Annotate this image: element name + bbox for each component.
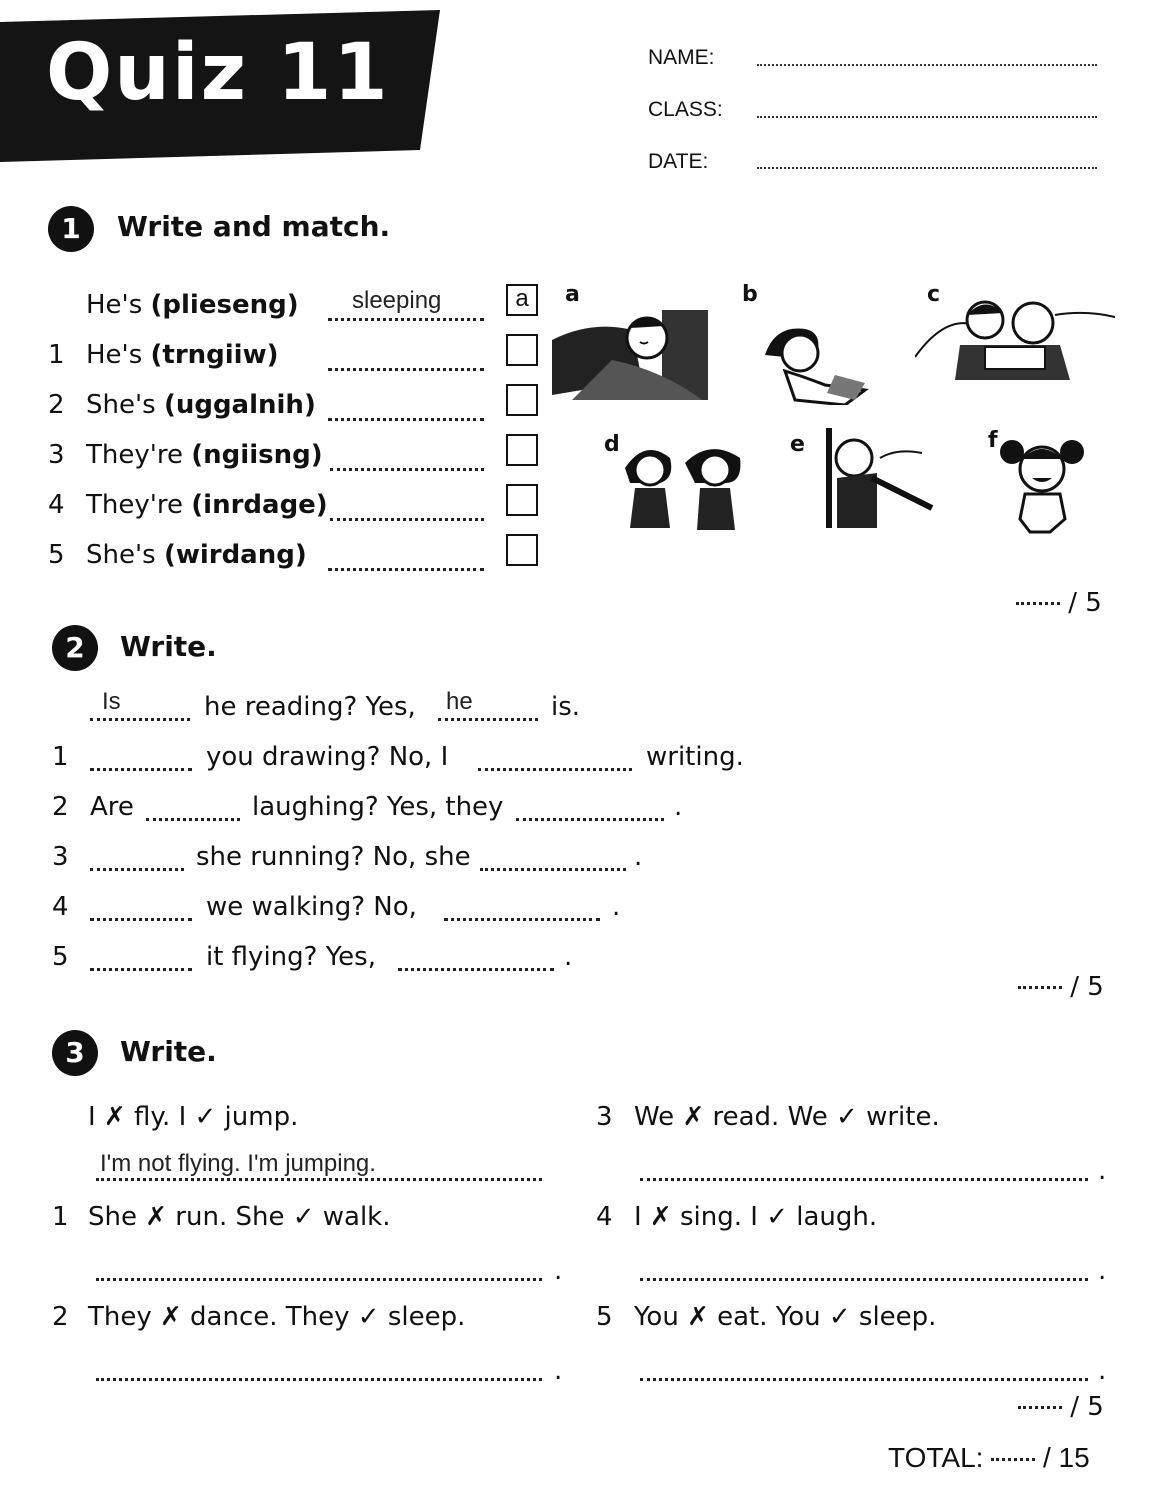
s1-item-1-prefix: He's — [86, 340, 143, 370]
s1-item-2-box[interactable] — [506, 384, 538, 416]
section-2-score-max: / 5 — [1070, 972, 1104, 1002]
s2-item-1-blank-1[interactable] — [90, 768, 192, 771]
section-3-score — [1018, 1392, 1104, 1422]
s3-example-answer-line — [96, 1178, 542, 1181]
class-label: CLASS: — [648, 98, 723, 121]
s1-example-prefix: He's — [86, 290, 143, 320]
section-3-score-blank[interactable] — [1018, 1406, 1062, 1409]
s2-item-1-blank-2[interactable] — [478, 768, 632, 771]
reading-children-picture — [915, 295, 1115, 385]
s2-item-5-end: . — [564, 942, 573, 972]
s2-item-5-text: it flying? Yes, — [206, 942, 376, 972]
s3-item-2-period: . — [554, 1356, 563, 1386]
s2-item-2-pre: Are — [90, 792, 134, 822]
s1-item-2-scrambled: (uggalnih) — [163, 390, 316, 420]
s3-example-prompt: I ✗ fly. I ✓ jump. — [88, 1102, 299, 1132]
s1-item-3-num: 3 — [48, 440, 65, 470]
picture-label-d: d — [604, 432, 620, 457]
s1-item-4-box[interactable] — [506, 484, 538, 516]
s2-example-blank-1 — [90, 718, 190, 721]
s3-item-3-num: 3 — [596, 1102, 613, 1132]
picture-label-b: b — [742, 282, 758, 307]
date-label: DATE: — [648, 150, 709, 173]
s3-item-4-period: . — [1098, 1256, 1107, 1286]
s3-item-3-prompt: We ✗ read. We ✓ write. — [634, 1102, 940, 1132]
s3-item-4-answer-line[interactable] — [640, 1278, 1088, 1281]
s2-item-3-text: she running? No, she — [196, 842, 471, 872]
s1-example-box: a — [506, 284, 538, 316]
s1-item-3-answer-line[interactable] — [330, 468, 484, 471]
s1-example-answer-line — [328, 318, 484, 321]
s1-item-5-num: 5 — [48, 540, 65, 570]
s1-item-1-num: 1 — [48, 340, 65, 370]
s1-item-2-prefix: She's — [86, 390, 156, 420]
s2-item-4-text: we walking? No, — [206, 892, 417, 922]
s1-item-3 — [86, 440, 323, 470]
s1-item-3-prefix: They're — [86, 440, 184, 470]
s2-item-3-blank-2[interactable] — [480, 868, 626, 871]
s2-item-1-num: 1 — [52, 742, 69, 772]
s2-item-4-blank-2[interactable] — [444, 918, 600, 921]
section-1-score-max: / 5 — [1068, 588, 1102, 618]
s2-item-3-blank-1[interactable] — [90, 868, 184, 871]
section-1-title: Write and match. — [117, 210, 391, 243]
s2-item-5-num: 5 — [52, 942, 69, 972]
s3-item-5-prompt: You ✗ eat. You ✓ sleep. — [634, 1302, 937, 1332]
name-label: NAME: — [648, 46, 715, 69]
s2-item-2-text: laughing? Yes, they — [252, 792, 504, 822]
s2-example-text-2: is. — [551, 692, 581, 722]
s3-item-4-num: 4 — [596, 1202, 613, 1232]
s1-item-5-scrambled: (wirdang) — [163, 540, 307, 570]
s3-item-1-num: 1 — [52, 1202, 69, 1232]
picture-label-f: f — [988, 428, 998, 453]
s1-item-5-box[interactable] — [506, 534, 538, 566]
s1-item-1-box[interactable] — [506, 334, 538, 366]
section-2-number: 2 — [52, 625, 98, 671]
s2-item-1-text: you drawing? No, I — [206, 742, 449, 772]
s1-item-4-num: 4 — [48, 490, 65, 520]
s1-item-2-num: 2 — [48, 390, 65, 420]
date-field[interactable] — [757, 167, 1097, 169]
s2-example-answer-2: he — [446, 688, 473, 715]
s1-item-5 — [86, 540, 307, 570]
s2-item-3-num: 3 — [52, 842, 69, 872]
s3-item-2-answer-line[interactable] — [96, 1378, 542, 1381]
s2-example-text-1: he reading? Yes, — [204, 692, 416, 722]
s3-item-5-num: 5 — [596, 1302, 613, 1332]
s2-item-5-blank-2[interactable] — [398, 968, 554, 971]
section-1-score — [1016, 588, 1102, 618]
s3-item-2-num: 2 — [52, 1302, 69, 1332]
s1-item-4 — [86, 490, 328, 520]
s1-item-4-answer-line[interactable] — [330, 518, 484, 521]
s3-item-5-period: . — [1098, 1356, 1107, 1386]
s2-item-4-blank-1[interactable] — [90, 918, 192, 921]
picture-label-c: c — [927, 282, 941, 307]
total-score — [888, 1442, 1090, 1474]
singing-children-picture — [615, 438, 750, 538]
s2-item-2-end: . — [674, 792, 683, 822]
class-field[interactable] — [757, 116, 1097, 118]
s1-item-4-scrambled: (inrdage) — [191, 490, 328, 520]
s3-item-1-period: . — [554, 1256, 563, 1286]
s2-item-4-end: . — [612, 892, 621, 922]
s3-item-3-answer-line[interactable] — [640, 1178, 1088, 1181]
s3-item-1-answer-line[interactable] — [96, 1278, 542, 1281]
section-2-title: Write. — [120, 630, 217, 663]
s1-item-1-answer-line[interactable] — [328, 368, 484, 371]
drawing-girl-picture — [755, 315, 875, 405]
section-2-score-blank[interactable] — [1018, 986, 1062, 989]
s2-item-2-blank-2[interactable] — [516, 818, 664, 821]
s1-item-1-scrambled: (trngiiw) — [150, 340, 279, 370]
s3-item-4-prompt: I ✗ sing. I ✓ laugh. — [634, 1202, 878, 1232]
s1-item-5-answer-line[interactable] — [328, 568, 484, 571]
section-3-score-max: / 5 — [1070, 1392, 1104, 1422]
s2-item-2-blank-1[interactable] — [146, 818, 240, 821]
s3-item-5-answer-line[interactable] — [640, 1378, 1088, 1381]
total-label: TOTAL: — [888, 1442, 984, 1473]
laughing-girl-picture — [1000, 434, 1085, 534]
name-field[interactable] — [757, 64, 1097, 66]
section-2-score — [1018, 972, 1104, 1002]
s1-item-3-box[interactable] — [506, 434, 538, 466]
s2-item-5-blank-1[interactable] — [90, 968, 192, 971]
section-1-score-blank[interactable] — [1016, 602, 1060, 605]
picture-label-a: a — [565, 282, 580, 307]
s1-item-2 — [86, 390, 316, 420]
writing-boy-picture — [822, 428, 937, 536]
section-1-number: 1 — [48, 206, 94, 252]
s1-item-3-scrambled: (ngiisng) — [191, 440, 323, 470]
s1-item-1 — [86, 340, 279, 370]
s2-example-blank-2 — [438, 718, 538, 721]
section-3-title: Write. — [120, 1035, 217, 1068]
s3-item-2-prompt: They ✗ dance. They ✓ sleep. — [88, 1302, 466, 1332]
section-3-number: 3 — [52, 1030, 98, 1076]
s3-item-1-prompt: She ✗ run. She ✓ walk. — [88, 1202, 391, 1232]
sleeping-boy-picture — [552, 300, 712, 404]
s1-example-scrambled: (plieseng) — [150, 290, 299, 320]
s2-item-1-end: writing. — [646, 742, 744, 772]
quiz-title: Quiz 11 — [46, 28, 390, 118]
s1-item-2-answer-line[interactable] — [328, 418, 484, 421]
s2-item-3-end: . — [634, 842, 643, 872]
total-score-blank[interactable] — [991, 1458, 1035, 1461]
s2-item-4-num: 4 — [52, 892, 69, 922]
total-score-max: / 15 — [1043, 1442, 1090, 1473]
s3-item-3-period: . — [1098, 1156, 1107, 1186]
s1-example-line — [86, 290, 299, 320]
s1-item-4-prefix: They're — [86, 490, 184, 520]
s3-example-answer: I'm not flying. I'm jumping. — [100, 1150, 376, 1177]
picture-label-e: e — [790, 432, 805, 457]
s2-item-2-num: 2 — [52, 792, 69, 822]
s1-item-5-prefix: She's — [86, 540, 156, 570]
s2-example-answer-1: Is — [102, 688, 121, 715]
s1-example-answer: sleeping — [352, 287, 442, 314]
